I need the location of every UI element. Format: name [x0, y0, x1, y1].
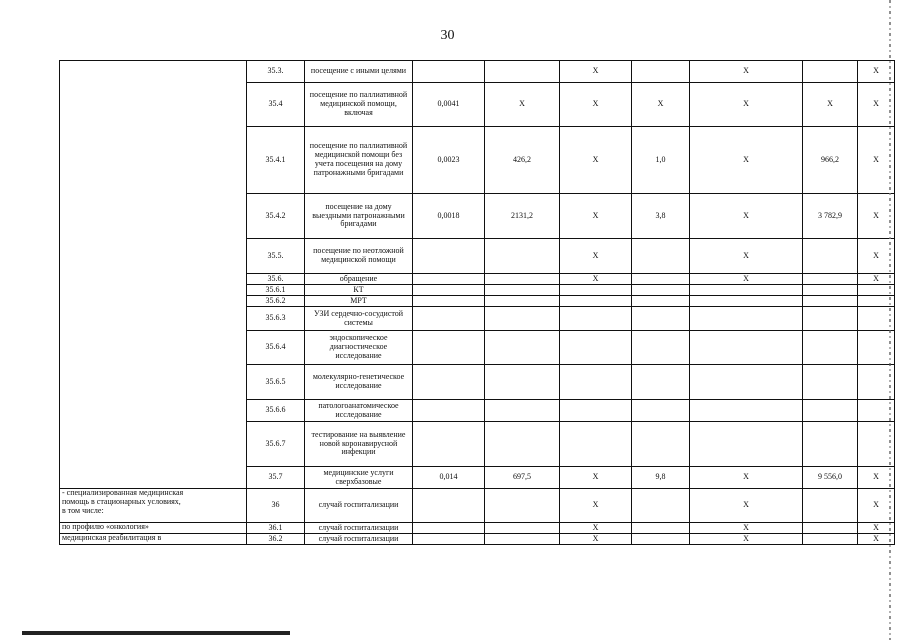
- value-cell: [632, 489, 690, 523]
- value-cell: [485, 365, 560, 400]
- value-cell: [413, 307, 485, 331]
- row-code-cell: 35.3.: [247, 61, 305, 83]
- page-number: 30: [440, 28, 455, 43]
- value-cell: 0,0023: [413, 127, 485, 194]
- value-cell: X: [858, 239, 895, 274]
- value-cell: [413, 61, 485, 83]
- unit-cell: случай госпитализации: [305, 523, 413, 534]
- scan-edge-mark: [889, 0, 891, 640]
- data-table: [59, 60, 895, 545]
- value-cell: [413, 400, 485, 422]
- value-cell: [803, 331, 858, 365]
- value-cell: [413, 489, 485, 523]
- value-cell: [803, 523, 858, 534]
- value-cell: X: [858, 83, 895, 127]
- value-cell: 3,8: [632, 194, 690, 239]
- unit-cell: патологоанатомическое исследование: [305, 400, 413, 422]
- value-cell: [413, 534, 485, 545]
- value-cell: [632, 534, 690, 545]
- value-cell: X: [803, 83, 858, 127]
- row-code-cell: 35.6.7: [247, 422, 305, 467]
- value-cell: X: [560, 61, 632, 83]
- value-cell: [690, 307, 803, 331]
- value-cell: [632, 422, 690, 467]
- value-cell: [560, 400, 632, 422]
- value-cell: 426,2: [485, 127, 560, 194]
- row-code-cell: 35.7: [247, 467, 305, 489]
- value-cell: X: [690, 534, 803, 545]
- value-cell: [803, 274, 858, 285]
- value-cell: [803, 422, 858, 467]
- value-cell: [413, 285, 485, 296]
- row-code-cell: 36.1: [247, 523, 305, 534]
- unit-cell: посещение с иными целями: [305, 61, 413, 83]
- value-cell: X: [560, 239, 632, 274]
- unit-cell: медицинские услуги сверхбазовые: [305, 467, 413, 489]
- value-cell: [413, 422, 485, 467]
- value-cell: X: [690, 523, 803, 534]
- value-cell: X: [858, 194, 895, 239]
- footer-rule: [22, 631, 290, 635]
- value-cell: X: [858, 489, 895, 523]
- value-cell: [803, 239, 858, 274]
- row-code-cell: 35.6.: [247, 274, 305, 285]
- row-code-cell: 35.6.6: [247, 400, 305, 422]
- unit-cell: КТ: [305, 285, 413, 296]
- value-cell: [413, 296, 485, 307]
- value-cell: [560, 365, 632, 400]
- value-cell: [632, 365, 690, 400]
- row-code-cell: 35.6.2: [247, 296, 305, 307]
- value-cell: [803, 489, 858, 523]
- unit-cell: эндоскопическое диагностическое исследование: [305, 331, 413, 365]
- value-cell: [485, 422, 560, 467]
- value-cell: [485, 489, 560, 523]
- row-label-line: в том числе:: [62, 505, 104, 515]
- value-cell: X: [560, 274, 632, 285]
- unit-cell: посещение на дому выездными патронажными бригадами: [305, 194, 413, 239]
- table-row: [60, 534, 895, 545]
- row-label-cell: [60, 534, 247, 545]
- row-code-cell: 35.6.3: [247, 307, 305, 331]
- unit-cell: посещение по паллиативной медицинской помощи, включая: [305, 83, 413, 127]
- value-cell: X: [858, 523, 895, 534]
- value-cell: [632, 285, 690, 296]
- value-cell: [803, 400, 858, 422]
- value-cell: 3 782,9: [803, 194, 858, 239]
- value-cell: [560, 331, 632, 365]
- unit-cell: молекулярно-генетическое исследование: [305, 365, 413, 400]
- row-label-cell: [60, 489, 247, 523]
- value-cell: [560, 307, 632, 331]
- value-cell: X: [858, 274, 895, 285]
- value-cell: [690, 400, 803, 422]
- value-cell: [690, 285, 803, 296]
- value-cell: [485, 400, 560, 422]
- value-cell: X: [560, 127, 632, 194]
- value-cell: [413, 274, 485, 285]
- value-cell: X: [690, 127, 803, 194]
- value-cell: 697,5: [485, 467, 560, 489]
- value-cell: [690, 331, 803, 365]
- value-cell: X: [858, 534, 895, 545]
- value-cell: X: [560, 489, 632, 523]
- value-cell: X: [690, 467, 803, 489]
- value-cell: [485, 307, 560, 331]
- value-cell: [690, 296, 803, 307]
- value-cell: 0,0018: [413, 194, 485, 239]
- table-row: [60, 61, 895, 83]
- unit-cell: посещение по паллиативной медицинской помощи без учета посещения на дому патронажными бригадами: [305, 127, 413, 194]
- value-cell: [632, 307, 690, 331]
- value-cell: X: [485, 83, 560, 127]
- value-cell: X: [560, 523, 632, 534]
- row-label-line: по профилю «онкология»: [62, 522, 149, 531]
- unit-cell: посещение по неотложной медицинской помощи: [305, 239, 413, 274]
- value-cell: X: [690, 274, 803, 285]
- value-cell: 9,8: [632, 467, 690, 489]
- value-cell: [485, 534, 560, 545]
- value-cell: 0,0041: [413, 83, 485, 127]
- value-cell: [413, 331, 485, 365]
- value-cell: X: [858, 127, 895, 194]
- row-code-cell: 35.6.4: [247, 331, 305, 365]
- value-cell: [803, 296, 858, 307]
- value-cell: [485, 285, 560, 296]
- value-cell: 9 556,0: [803, 467, 858, 489]
- value-cell: [803, 534, 858, 545]
- value-cell: [632, 331, 690, 365]
- value-cell: X: [690, 239, 803, 274]
- value-cell: [632, 523, 690, 534]
- row-code-cell: 35.4.1: [247, 127, 305, 194]
- value-cell: [632, 239, 690, 274]
- value-cell: [803, 365, 858, 400]
- value-cell: X: [560, 194, 632, 239]
- value-cell: [485, 523, 560, 534]
- row-label-line: - специализированная медицинская: [62, 488, 184, 497]
- row-label-line: помощь в стационарных условиях,: [62, 496, 181, 506]
- value-cell: X: [632, 83, 690, 127]
- value-cell: X: [858, 61, 895, 83]
- value-cell: X: [560, 83, 632, 127]
- value-cell: [803, 285, 858, 296]
- unit-cell: МРТ: [305, 296, 413, 307]
- row-code-cell: 35.4.2: [247, 194, 305, 239]
- value-cell: X: [690, 489, 803, 523]
- value-cell: X: [690, 83, 803, 127]
- value-cell: [560, 285, 632, 296]
- value-cell: [560, 422, 632, 467]
- value-cell: 1,0: [632, 127, 690, 194]
- value-cell: X: [690, 61, 803, 83]
- row-code-cell: 35.5.: [247, 239, 305, 274]
- value-cell: [485, 274, 560, 285]
- value-cell: 966,2: [803, 127, 858, 194]
- value-cell: [413, 365, 485, 400]
- value-cell: [632, 400, 690, 422]
- row-label-line: медицинская реабилитация в: [62, 533, 162, 542]
- value-cell: [690, 422, 803, 467]
- value-cell: [632, 274, 690, 285]
- value-cell: 2131,2: [485, 194, 560, 239]
- value-cell: [632, 296, 690, 307]
- value-cell: [803, 307, 858, 331]
- row-code-cell: 35.6.1: [247, 285, 305, 296]
- value-cell: [413, 523, 485, 534]
- value-cell: [632, 61, 690, 83]
- unit-cell: случай госпитализации: [305, 534, 413, 545]
- row-label-cell: [60, 523, 247, 534]
- value-cell: [413, 239, 485, 274]
- row-code-cell: 36.2: [247, 534, 305, 545]
- row-code-cell: 35.6.5: [247, 365, 305, 400]
- value-cell: [485, 331, 560, 365]
- value-cell: 0,014: [413, 467, 485, 489]
- value-cell: [485, 296, 560, 307]
- unit-cell: случай госпитализации: [305, 489, 413, 523]
- table-row: [60, 523, 895, 534]
- value-cell: [690, 365, 803, 400]
- value-cell: [485, 61, 560, 83]
- group-label-cell: [60, 61, 247, 489]
- table-row: [60, 489, 895, 523]
- row-code-cell: 36: [247, 489, 305, 523]
- unit-cell: обращение: [305, 274, 413, 285]
- value-cell: X: [690, 194, 803, 239]
- unit-cell: тестирование на выявление новой коронавирусной инфекции: [305, 422, 413, 467]
- value-cell: X: [858, 467, 895, 489]
- value-cell: [485, 239, 560, 274]
- unit-cell: УЗИ сердечно-сосудистой системы: [305, 307, 413, 331]
- value-cell: [803, 61, 858, 83]
- row-code-cell: 35.4: [247, 83, 305, 127]
- value-cell: [560, 296, 632, 307]
- value-cell: X: [560, 534, 632, 545]
- value-cell: X: [560, 467, 632, 489]
